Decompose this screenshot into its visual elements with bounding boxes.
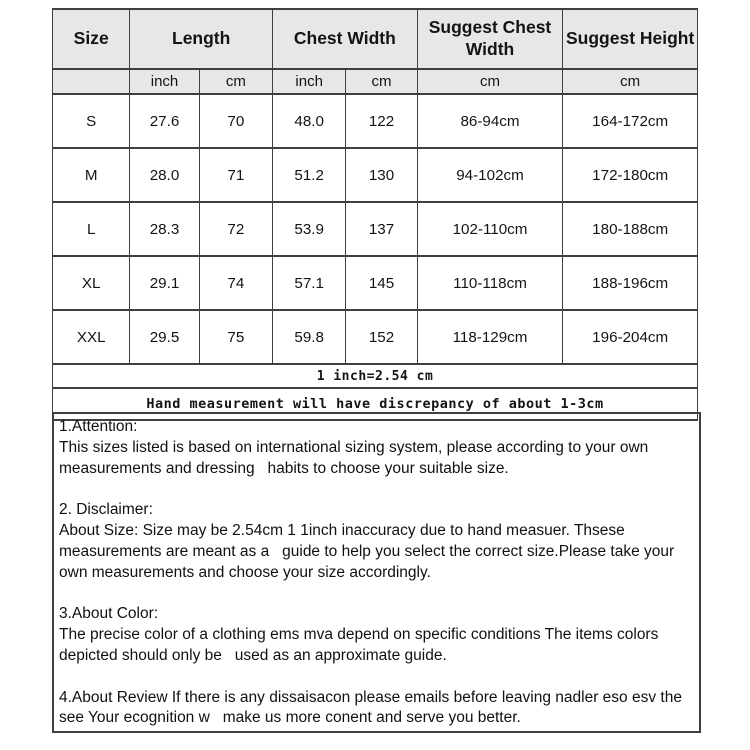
cell-chest-inch: 57.1 <box>273 256 346 310</box>
cell-suggest-height: 164-172cm <box>563 94 698 148</box>
size-row-s <box>53 94 698 148</box>
header-suggest-chest-width: Suggest Chest Width <box>417 9 563 69</box>
note-title: 3.About Color: <box>59 605 159 623</box>
cell-length-cm: 75 <box>199 310 272 364</box>
conversion-note-row <box>53 364 698 388</box>
table-unit-row <box>53 69 698 94</box>
cell-chest-inch: 53.9 <box>273 202 346 256</box>
cell-length-cm: 71 <box>199 148 272 202</box>
cell-chest-inch: 59.8 <box>273 310 346 364</box>
cell-chest-cm: 137 <box>346 202 417 256</box>
header-chest-width: Chest Width <box>273 9 418 69</box>
cell-length-inch: 28.3 <box>130 202 199 256</box>
header-suggest-height: Suggest Height <box>563 9 698 69</box>
cell-chest-cm: 122 <box>346 94 417 148</box>
cell-chest-cm: 145 <box>346 256 417 310</box>
cell-length-inch: 29.5 <box>130 310 199 364</box>
table-header-row <box>53 9 698 69</box>
cell-size: M <box>53 148 130 202</box>
unit-suggest-height-cm: cm <box>563 69 698 94</box>
unit-suggest-chest-cm: cm <box>417 69 563 94</box>
note-section-about-color <box>59 604 695 666</box>
measurement-note: Hand measurement will have discrepancy of about 1-3cm <box>53 388 698 420</box>
note-section-about-review <box>59 688 695 730</box>
header-length: Length <box>130 9 273 69</box>
cell-chest-inch: 48.0 <box>273 94 346 148</box>
cell-suggest-height: 172-180cm <box>563 148 698 202</box>
conversion-note: 1 inch=2.54 cm <box>53 364 698 388</box>
note-section-disclaimer <box>59 500 695 583</box>
cell-suggest-chest: 102-110cm <box>417 202 563 256</box>
unit-chest-inch: inch <box>273 69 346 94</box>
note-section-attention <box>59 417 695 479</box>
cell-suggest-height: 180-188cm <box>563 202 698 256</box>
size-row-xxl <box>53 310 698 364</box>
cell-chest-cm: 130 <box>346 148 417 202</box>
note-body: The precise color of a clothing ems mva depend on specific conditions The items colors depicted should only be used as an approximate guide. <box>59 626 663 664</box>
unit-size-empty <box>53 69 130 94</box>
note-body: This sizes listed is based on international sizing system, please according to your own measurements and dressing habits to choose your suitable size. <box>59 438 653 477</box>
cell-size: L <box>53 202 130 256</box>
cell-suggest-chest: 118-129cm <box>417 310 563 364</box>
cell-length-inch: 28.0 <box>130 148 199 202</box>
cell-size: S <box>53 94 130 148</box>
cell-length-cm: 72 <box>199 202 272 256</box>
cell-suggest-chest: 94-102cm <box>417 148 563 202</box>
note-title: 2. Disclaimer: <box>59 501 153 519</box>
cell-suggest-height: 196-204cm <box>563 310 698 364</box>
note-body: 4.About Review If there is any dissaisacon please emails before leaving nadler eso esv the see Your ecognition w make us more conent and serve you better. <box>59 688 687 727</box>
cell-suggest-chest: 86-94cm <box>417 94 563 148</box>
unit-chest-cm: cm <box>346 69 417 94</box>
cell-length-inch: 29.1 <box>130 256 199 310</box>
cell-size: XL <box>53 256 130 310</box>
size-row-l <box>53 202 698 256</box>
note-title: 1.Attention: <box>59 418 138 435</box>
cell-suggest-chest: 110-118cm <box>417 256 563 310</box>
size-table <box>52 8 698 421</box>
cell-length-inch: 27.6 <box>130 94 199 148</box>
unit-length-inch: inch <box>130 69 199 94</box>
unit-length-cm: cm <box>199 69 272 94</box>
cell-size: XXL <box>53 310 130 364</box>
cell-length-cm: 74 <box>199 256 272 310</box>
header-size: Size <box>53 9 130 69</box>
cell-chest-cm: 152 <box>346 310 417 364</box>
size-row-m <box>53 148 698 202</box>
cell-suggest-height: 188-196cm <box>563 256 698 310</box>
note-body: About Size: Size may be 2.54cm 1 1inch inaccuracy due to hand measuer. Thsese measurements are meant as a guide to help you select the correct size.Please take your own measurements and choose your size accordingly. <box>59 522 679 581</box>
size-row-xl <box>53 256 698 310</box>
notes-box <box>52 412 701 733</box>
cell-chest-inch: 51.2 <box>273 148 346 202</box>
cell-length-cm: 70 <box>199 94 272 148</box>
